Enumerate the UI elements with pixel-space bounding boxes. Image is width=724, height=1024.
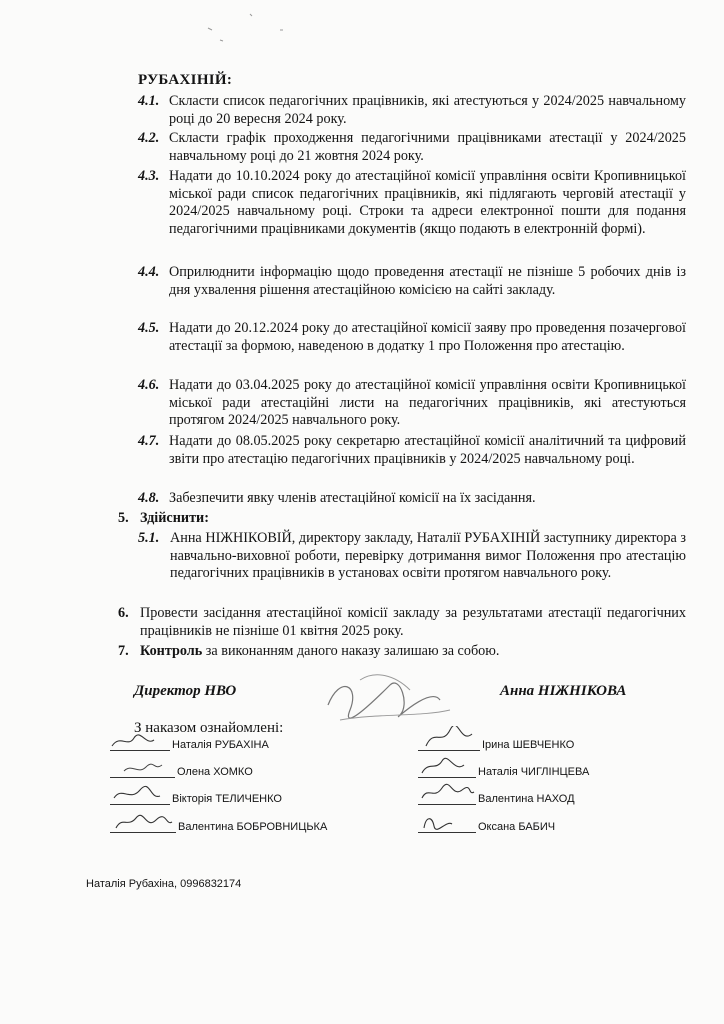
section-number: 7. [118, 643, 129, 659]
item-text: Надати до 10.10.2024 року до атестаційної комісії управління освіти Кропивницької міської ради список педагогічних працівників, які підлягають черговій атестації у 2024/2025 навчальному році. Строки та адреси електронної пошти для подання педагогічними працівниками документів (якщо подають в електронній формі). [169, 168, 686, 237]
section-text [140, 643, 686, 661]
section-7 [118, 643, 686, 661]
scan-artifact-marks [190, 0, 390, 50]
signature-line [418, 765, 476, 778]
signature-name: Оксана БАБИЧ [478, 821, 556, 833]
item-text: Оприлюднити інформацію щодо проведення атестації не пізніше 5 робочих днів із дня ухвалення рішення атестаційною комісією на сайті закладу. [169, 264, 686, 298]
signature-line [110, 820, 176, 833]
item-text: Надати до 08.05.2025 року секретарю атестаційної комісії аналітичний та цифровий звіти про атестацію педагогічних працівників у 2024/2025 навчальному році. [169, 433, 686, 467]
signature-name: Олена ХОМКО [177, 766, 253, 778]
handwritten-signature [418, 726, 480, 752]
signature-row [110, 738, 269, 751]
signature-name: Наталія РУБАХІНА [172, 739, 269, 751]
footer-contact: Наталія Рубахіна, 0996832174 [86, 878, 242, 890]
signature-row [418, 820, 555, 833]
item-number: 4.7. [138, 433, 160, 449]
signature-row [110, 765, 253, 778]
control-label: Контроль [140, 643, 203, 659]
handwritten-signature [418, 810, 476, 834]
item-text: Анна НІЖНІКОВІЙ, директору закладу, Наталії РУБАХІНІЙ заступнику директора з навчально-виховної роботи, перевірку дотримання вимог Положення про атестацію педагогічних працівників в установах освіти протягом навчального року. [170, 530, 686, 582]
item-text: Скласти графік проходження педагогічними працівниками атестації у 2024/2025 навчальному році до 21 жовтня 2024 року. [169, 130, 686, 164]
list-item [138, 530, 686, 583]
signature-row [418, 738, 574, 751]
acknowledged-heading: З наказом ознайомлені: [134, 720, 284, 736]
control-text: за виконанням даного наказу залишаю за собою. [202, 643, 500, 659]
signature-line [418, 792, 476, 805]
signature-row [418, 792, 575, 805]
signature-row [418, 765, 589, 778]
list-item [138, 490, 686, 508]
item-number: 4.3. [138, 168, 160, 184]
item-text: Забезпечити явку членів атестаційної комісії на їх засідання. [169, 490, 536, 506]
item-number: 4.5. [138, 320, 160, 336]
section-number: 6. [118, 605, 129, 621]
section-text: Провести засідання атестаційної комісії закладу за результатами атестації педагогічних працівників не пізніше 01 квітня 2025 року. [140, 605, 686, 639]
handwritten-signature [110, 757, 175, 779]
director-signature [320, 665, 460, 735]
section-number: 5. [118, 510, 129, 526]
handwritten-signature [110, 812, 176, 834]
item-number: 4.4. [138, 264, 160, 280]
signature-name: Ірина ШЕВЧЕНКО [482, 739, 575, 751]
signature-row [110, 792, 282, 805]
signature-name: Вікторія ТЕЛИЧЕНКО [172, 793, 282, 805]
signature-line [110, 792, 170, 805]
list-item [138, 93, 686, 128]
signature-name: Валентина НАХОД [478, 793, 575, 805]
handwritten-signature [110, 784, 170, 806]
item-number: 4.2. [138, 130, 160, 146]
director-name: Анна НІЖНІКОВА [500, 683, 627, 699]
list-item [138, 433, 686, 468]
signature-name: Валентина БОБРОВНИЦЬКА [178, 821, 328, 833]
signature-name: Наталія ЧИГЛІНЦЕВА [478, 766, 590, 778]
list-item [138, 264, 686, 299]
item-text: Надати до 03.04.2025 року до атестаційної комісії управління освіти Кропивницької міської ради атестаційні листи на педагогічних працівників, які атестуються протягом 2024/2025 навчального року. [169, 377, 686, 429]
director-title: Директор НВО [134, 683, 237, 699]
signature-row [110, 820, 327, 833]
item-text: Надати до 20.12.2024 року до атестаційної комісії заяву про проведення позачергової атестації за формою, наведеною в додатку 1 про Положення про атестацію. [169, 320, 686, 354]
section-heading: РУБАХІНІЙ: [138, 72, 233, 88]
list-item [138, 130, 686, 165]
item-text: Скласти список педагогічних працівників, які атестуються у 2024/2025 навчальному році до 20 вересня 2024 року. [169, 93, 686, 127]
signature-line [110, 765, 175, 778]
item-number: 5.1. [138, 530, 160, 546]
item-number: 4.8. [138, 490, 160, 506]
section-5 [118, 510, 686, 528]
handwritten-signature [418, 782, 476, 806]
signature-line [418, 738, 480, 751]
list-item [138, 377, 686, 430]
item-number: 4.1. [138, 93, 160, 109]
list-item [138, 168, 686, 238]
section-label: Здійснити: [140, 510, 209, 526]
signature-line [418, 820, 476, 833]
list-item [138, 320, 686, 355]
item-number: 4.6. [138, 377, 160, 393]
handwritten-signature [110, 730, 170, 752]
signature-line [110, 738, 170, 751]
section-6 [118, 605, 686, 640]
handwritten-signature [418, 755, 476, 779]
